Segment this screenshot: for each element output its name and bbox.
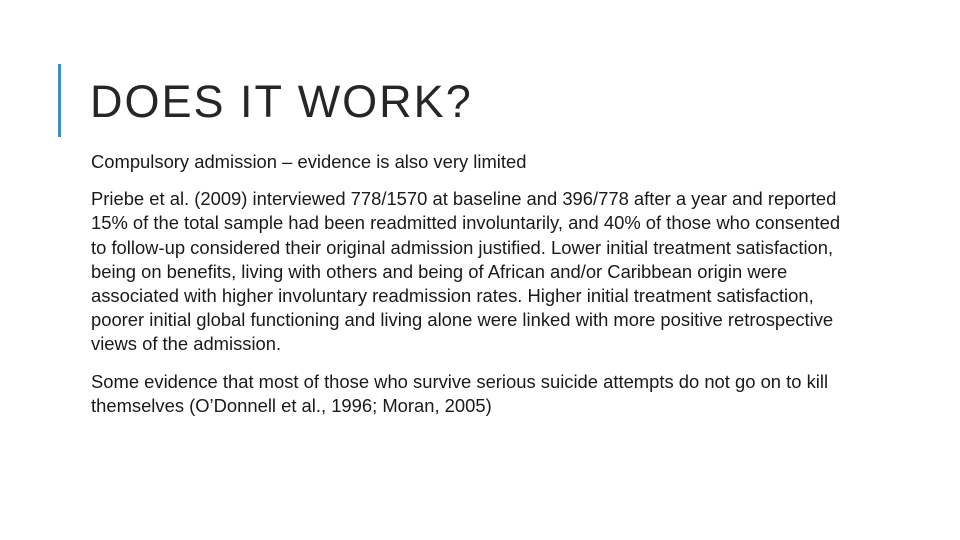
title-accent-bar <box>58 64 61 137</box>
slide-title: DOES IT WORK? <box>90 76 473 127</box>
body-paragraph-suicide-attempts: Some evidence that most of those who survive serious suicide attempts do not go on to kill themselves (O’Donnell et al., 1996; Moran, 2005) <box>91 370 829 416</box>
body-paragraph-priebe-study: Priebe et al. (2009) interviewed 778/1570 at baseline and 396/778 after a year and reported 15% of the total sample had been readmitted involuntarily, and 40% of those who consented to follow-up considered their original admission justified. Lower initial treatment satisfaction, being on benefits, living with others and being of African and/or Caribbean origin were associated with higher involuntary readmission rates. Higher initial treatment satisfaction, poorer initial global functioning and living alone were linked with more positive retrospective views of the admission. <box>91 188 841 355</box>
slide-body <box>91 150 851 431</box>
body-paragraph-compulsory-admission: Compulsory admission – evidence is also very limited <box>91 151 527 172</box>
